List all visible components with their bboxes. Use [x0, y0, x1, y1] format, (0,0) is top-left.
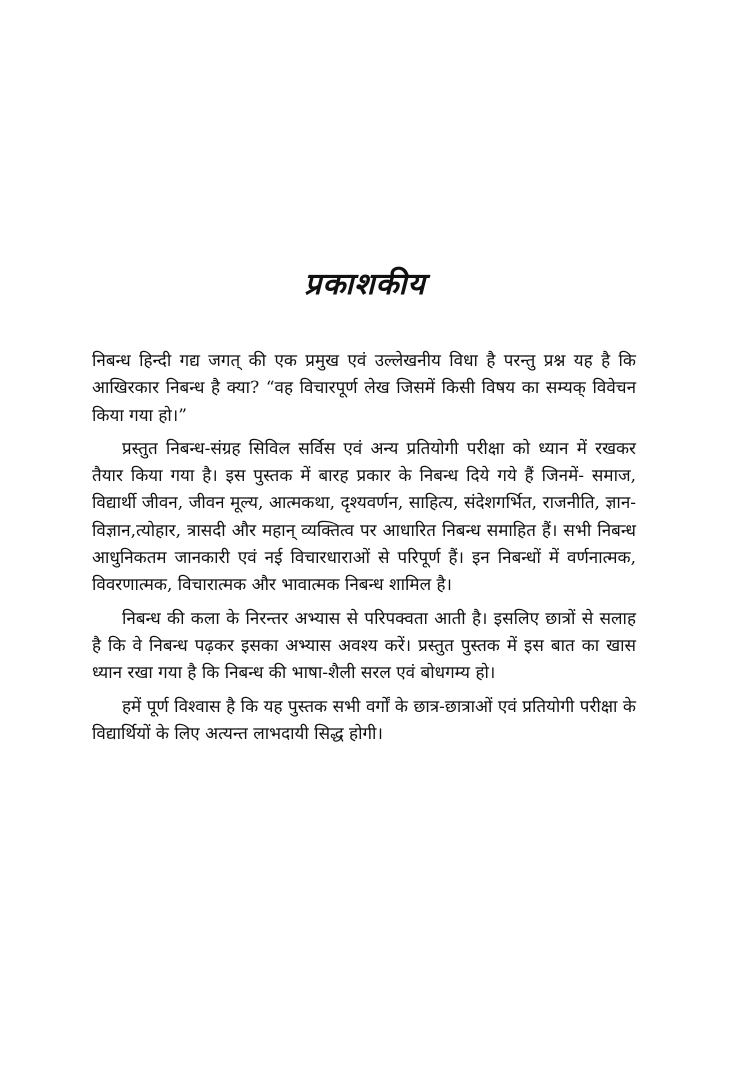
body-text [92, 348, 636, 748]
page-title: प्रकाशकीय [304, 267, 426, 302]
paragraph-conclusion: हमें पूर्ण विश्वास है कि यह पुस्तक सभी वर्गों के छात्र-छात्राओं एवं प्रतियोगी परीक्षा के विद्यार्थियों के लिए अत्यन्त लाभदायी सिद्ध होगी। [92, 696, 636, 744]
paragraph-practice: निबन्ध की कला के निरन्तर अभ्यास से परिपक्वता आती है। इसलिए छात्रों से सलाह है कि वे निबन्ध पढ़कर इसका अभ्यास अवश्य करें। प्रस्तुत पुस्तक में इस बात का खास ध्यान रखा गया है कि निबन्ध की भाषा-शैली सरल एवं बोधगम्य हो। [92, 608, 636, 684]
paragraph-intro: निबन्ध हिन्दी गद्य जगत् की एक प्रमुख एवं उल्लेखनीय विधा है परन्तु प्रश्न यह है कि आखिरकार निबन्ध है क्या? “वह विचारपूर्ण लेख जिसमें किसी विषय का सम्यक् विवेचन किया गया हो।” [92, 351, 636, 426]
paragraph-collection: प्रस्तुत निबन्ध-संग्रह सिविल सर्विस एवं अन्य प्रतियोगी परीक्षा को ध्यान में रखकर तैयार किया गया है। इस पुस्तक में बारह प्रकार के निबन्ध दिये गये हैं जिनमें- समाज, विद्यार्थी जीवन, जीवन मूल्य, आत्मकथा, दृश्यवर्णन, साहित्य, संदेशगर्भित, राजनीति, ज्ञान-विज्ञान,त्योहार, त्रासदी और महान् व्यक्तित्व पर आधारित निबन्ध समाहित हैं। सभी निबन्ध आधुनिकतम जानकारी एवं नई विचारधाराओं से परिपूर्ण हैं। इन निबन्धों में वर्णनात्मक, विवरणात्मक, विचारात्मक और भावात्मक निबन्ध शामिल है। [92, 438, 636, 596]
